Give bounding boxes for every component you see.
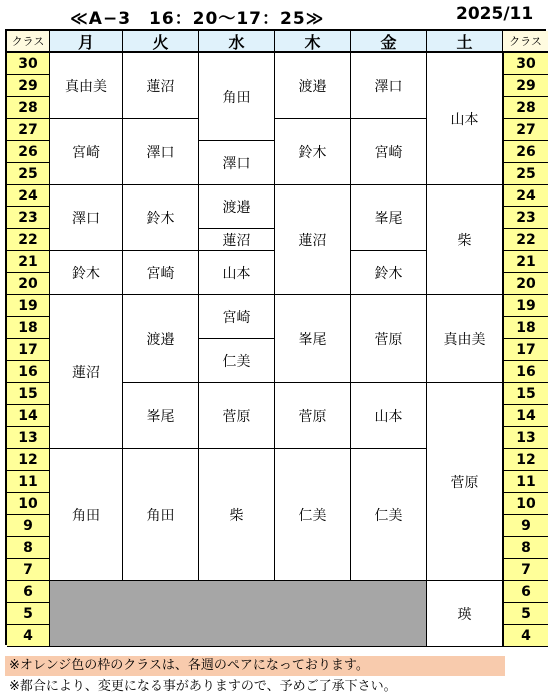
class-number-right: 15: [503, 383, 548, 405]
class-number-right: 13: [503, 427, 548, 449]
class-number-right: 22: [503, 229, 548, 251]
slot-tue: 鈴木: [123, 185, 199, 251]
class-number-right: 19: [503, 295, 548, 317]
class-header-right: クラス: [503, 31, 548, 53]
class-number-right: 4: [503, 625, 548, 647]
class-number-left: 24: [7, 185, 50, 207]
class-number-left: 15: [7, 383, 50, 405]
class-number-right: 18: [503, 317, 548, 339]
slot-fri: 宮崎: [351, 119, 427, 185]
class-number-right: 5: [503, 603, 548, 625]
slot-fri: 仁美: [351, 449, 427, 581]
class-number-right: 21: [503, 251, 548, 273]
slot-sat: 菅原: [427, 383, 503, 581]
slot-thu: 菅原: [275, 383, 351, 449]
class-number-left: 20: [7, 273, 50, 295]
class-number-right: 6: [503, 581, 548, 603]
note-change-notice: ※都合により、変更になる事がありますので、予めご了承下さい。: [9, 679, 397, 694]
day-header-tue: 火: [123, 31, 199, 53]
class-number-left: 17: [7, 339, 50, 361]
class-number-right: 29: [503, 75, 548, 97]
slot-mon: 蓮沼: [50, 295, 123, 449]
slot-mon: 宮崎: [50, 119, 123, 185]
slot-mon: 澤口: [50, 185, 123, 251]
class-number-left: 23: [7, 207, 50, 229]
class-number-left: 12: [7, 449, 50, 471]
class-number-left: 6: [7, 581, 50, 603]
slot-wed: 澤口: [199, 141, 275, 185]
slot-tue: 蓮沼: [123, 53, 199, 119]
slot-tue: 渡邉: [123, 295, 199, 383]
slot-wed: 宮崎: [199, 295, 275, 339]
class-number-left: 30: [7, 53, 50, 75]
slot-mon: 鈴木: [50, 251, 123, 295]
slot-sat: 瑛: [427, 581, 503, 647]
slot-tue: 宮崎: [123, 251, 199, 295]
class-number-left: 16: [7, 361, 50, 383]
slot-thu: 蓮沼: [275, 185, 351, 295]
slot-mon: 角田: [50, 449, 123, 581]
class-number-left: 22: [7, 229, 50, 251]
day-header-fri: 金: [351, 31, 427, 53]
note-pair-classes: ※オレンジ色の枠のクラスは、各週のペアになっております。: [5, 656, 505, 676]
class-number-left: 29: [7, 75, 50, 97]
class-number-left: 7: [7, 559, 50, 581]
slot-wed: 菅原: [199, 383, 275, 449]
class-number-right: 14: [503, 405, 548, 427]
slot-fri: 鈴木: [351, 251, 427, 295]
day-header-thu: 木: [275, 31, 351, 53]
day-header-wed: 水: [199, 31, 275, 53]
slot-wed: 渡邉: [199, 185, 275, 229]
slot-thu: 仁美: [275, 449, 351, 581]
class-number-left: 13: [7, 427, 50, 449]
class-number-left: 5: [7, 603, 50, 625]
slot-fri: 峯尾: [351, 185, 427, 251]
class-number-right: 8: [503, 537, 548, 559]
slot-fri: 澤口: [351, 53, 427, 119]
slot-thu: 渡邉: [275, 53, 351, 119]
blocked-area: [50, 581, 427, 647]
class-header-left: クラス: [7, 31, 50, 53]
year-month: 2025/11: [456, 4, 534, 24]
class-number-left: 26: [7, 141, 50, 163]
slot-fri: 山本: [351, 383, 427, 449]
slot-fri: 菅原: [351, 295, 427, 383]
slot-wed: 蓮沼: [199, 229, 275, 251]
class-number-right: 25: [503, 163, 548, 185]
day-header-sat: 土: [427, 31, 503, 53]
class-number-left: 18: [7, 317, 50, 339]
class-number-right: 16: [503, 361, 548, 383]
class-number-left: 10: [7, 493, 50, 515]
class-number-left: 11: [7, 471, 50, 493]
slot-wed: 角田: [199, 53, 275, 141]
slot-mon: 真由美: [50, 53, 123, 119]
class-number-left: 27: [7, 119, 50, 141]
class-number-left: 21: [7, 251, 50, 273]
class-number-right: 9: [503, 515, 548, 537]
schedule-title: ≪A−3 16：20〜17：25≫: [70, 9, 325, 29]
class-number-left: 8: [7, 537, 50, 559]
slot-sat: 真由美: [427, 295, 503, 383]
slot-tue: 角田: [123, 449, 199, 581]
slot-tue: 澤口: [123, 119, 199, 185]
class-number-right: 20: [503, 273, 548, 295]
class-number-right: 17: [503, 339, 548, 361]
class-number-right: 10: [503, 493, 548, 515]
class-number-right: 7: [503, 559, 548, 581]
schedule-grid: [5, 29, 546, 645]
class-number-left: 4: [7, 625, 50, 647]
class-number-right: 30: [503, 53, 548, 75]
class-number-right: 23: [503, 207, 548, 229]
slot-thu: 鈴木: [275, 119, 351, 185]
class-number-right: 24: [503, 185, 548, 207]
class-number-right: 27: [503, 119, 548, 141]
class-number-left: 19: [7, 295, 50, 317]
slot-wed: 仁美: [199, 339, 275, 383]
class-number-left: 9: [7, 515, 50, 537]
class-number-left: 25: [7, 163, 50, 185]
class-number-right: 12: [503, 449, 548, 471]
class-number-left: 14: [7, 405, 50, 427]
class-number-right: 11: [503, 471, 548, 493]
slot-sat: 柴: [427, 185, 503, 295]
slot-sat: 山本: [427, 53, 503, 185]
day-header-mon: 月: [50, 31, 123, 53]
slot-wed: 山本: [199, 251, 275, 295]
slot-thu: 峯尾: [275, 295, 351, 383]
class-number-right: 26: [503, 141, 548, 163]
class-number-left: 28: [7, 97, 50, 119]
class-number-right: 28: [503, 97, 548, 119]
slot-tue: 峯尾: [123, 383, 199, 449]
slot-wed: 柴: [199, 449, 275, 581]
